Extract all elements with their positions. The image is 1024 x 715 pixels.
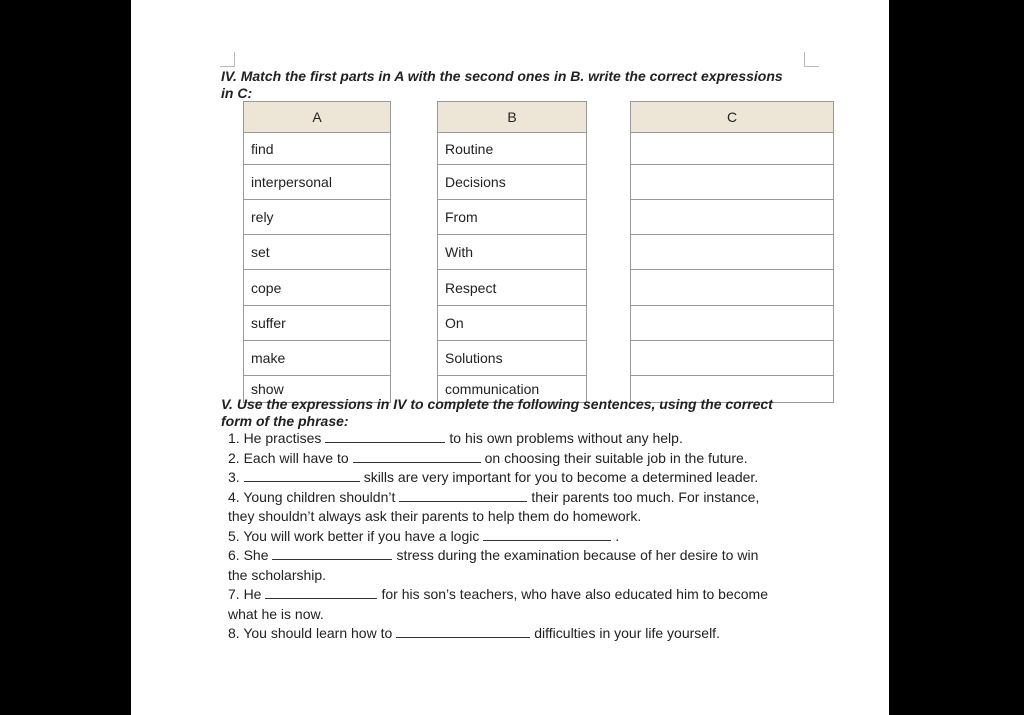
table-a-cell: cope: [244, 270, 391, 306]
sentence-8: [228, 624, 808, 644]
section-4-heading-line1: IV. Match the first parts in A with the second ones in B. write the correct expressions: [221, 68, 783, 84]
sentence-1: [228, 429, 808, 449]
sentence-3: [228, 468, 808, 488]
sentence-2: [228, 449, 808, 469]
table-b-row: [438, 165, 587, 200]
sentence-text-before: 2. Each will have to: [228, 449, 349, 466]
section-5-heading-line2: form of the phrase:: [221, 413, 349, 429]
section-4-heading: [221, 68, 783, 102]
table-b-cell: Respect: [438, 270, 587, 306]
table-c-answer-cell[interactable]: [631, 235, 834, 270]
table-c: [630, 101, 834, 403]
sentence-text-before: 6. She: [228, 547, 269, 563]
table-a-row: [244, 341, 391, 376]
table-b-row: [438, 306, 587, 341]
table-c-answer-row: [631, 133, 834, 165]
table-c-answer-cell[interactable]: [631, 306, 834, 341]
sentence-text-after: on choosing their suitable job in the future.: [484, 449, 748, 466]
sentence-text-before: 8. You should learn how to: [228, 625, 393, 641]
answer-blank[interactable]: [325, 430, 445, 443]
table-a-row: [244, 270, 391, 306]
header-c: C: [631, 102, 834, 133]
answer-blank[interactable]: [244, 469, 360, 482]
sentence-text-before: 3.: [228, 469, 240, 485]
header-a: A: [244, 102, 391, 133]
sentence-text-after: skills are very important for you to become a determined leader.: [363, 469, 759, 485]
table-a-row: [244, 133, 391, 165]
table-b: [437, 101, 587, 403]
sentence-text-after: to his own problems without any help.: [449, 430, 683, 446]
section-5-heading: [221, 396, 773, 430]
sentence-text-after: .: [615, 527, 620, 544]
table-a-cell: suffer: [244, 306, 391, 341]
answer-blank[interactable]: [483, 528, 611, 541]
table-a-cell: make: [244, 341, 391, 376]
table-c-answer-cell[interactable]: [631, 165, 834, 200]
table-c-answer-row: [631, 270, 834, 306]
table-b-row: [438, 341, 587, 376]
table-a-cell: interpersonal: [244, 165, 391, 200]
sentence-text-before: 5. You will work better if you have a logic: [228, 527, 480, 544]
sentence-5: [228, 527, 808, 547]
table-a-row: [244, 165, 391, 200]
sentence-list: [228, 429, 808, 644]
table-b-row: [438, 270, 587, 306]
header-b: B: [438, 102, 587, 133]
sentence-text-before: 7. He: [228, 586, 262, 602]
sentence-4: [228, 488, 808, 527]
answer-blank[interactable]: [396, 625, 530, 638]
table-a: [243, 101, 391, 403]
answer-blank[interactable]: [399, 489, 527, 502]
table-b-cell: Routine: [438, 133, 587, 165]
answer-blank[interactable]: [272, 547, 392, 560]
answer-blank[interactable]: [265, 586, 377, 599]
sentence-text-after: difficulties in your life yourself.: [534, 625, 720, 641]
crop-mark-top-left: [220, 52, 235, 67]
sentence-text-after: their parents too much. For instance,: [531, 488, 760, 505]
sentence-6: [228, 546, 808, 585]
table-b-cell: Solutions: [438, 341, 587, 376]
answer-blank[interactable]: [353, 450, 481, 463]
table-b-row: [438, 235, 587, 270]
table-a-cell: set: [244, 235, 391, 270]
table-a-cell: find: [244, 133, 391, 165]
sentence-continuation: what he is now.: [228, 605, 324, 622]
sentence-text-after: for his son’s teachers, who have also educated him to become: [381, 586, 768, 602]
table-b-row: [438, 200, 587, 235]
table-c-answer-row: [631, 341, 834, 376]
table-a-cell: rely: [244, 200, 391, 235]
table-a-cell: show: [244, 376, 391, 403]
table-c-answer-row: [631, 165, 834, 200]
table-b-row: [438, 133, 587, 165]
table-c-answer-cell[interactable]: [631, 133, 834, 165]
sentence-7: [228, 585, 808, 624]
table-a-row: [244, 200, 391, 235]
table-c-answer-cell[interactable]: [631, 270, 834, 306]
table-b-cell: With: [438, 235, 587, 270]
worksheet-page: [131, 0, 889, 715]
table-c-answer-row: [631, 306, 834, 341]
section-4-heading-line2: in C:: [221, 85, 253, 101]
table-c-answer-row: [631, 200, 834, 235]
sentence-continuation: they shouldn’t always ask their parents to help them do homework.: [228, 508, 642, 524]
sentence-text-before: 1. He practises: [228, 430, 322, 446]
table-b-cell: communication: [438, 376, 587, 403]
table-b-cell: On: [438, 306, 587, 341]
table-b-cell: From: [438, 200, 587, 235]
sentence-text-after: stress during the examination because of her desire to win: [396, 547, 759, 563]
sentence-continuation: the scholarship.: [228, 566, 327, 583]
table-a-row: [244, 306, 391, 341]
table-b-cell: Decisions: [438, 165, 587, 200]
section-5-heading-line1: V. Use the expressions in IV to complete the following sentences, using the correct: [221, 396, 773, 412]
sentence-text-before: 4. Young children shouldn’t: [228, 488, 396, 505]
table-a-row: [244, 235, 391, 270]
crop-mark-top-right: [804, 52, 819, 67]
table-c-answer-cell[interactable]: [631, 200, 834, 235]
table-c-answer-cell[interactable]: [631, 341, 834, 376]
table-c-answer-row: [631, 235, 834, 270]
